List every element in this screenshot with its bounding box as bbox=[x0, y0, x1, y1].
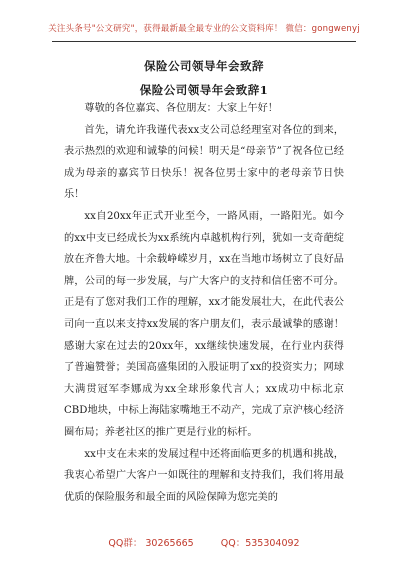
header-divider bbox=[52, 41, 356, 42]
document-body bbox=[64, 98, 344, 508]
paragraph-welcome: 首先，请允许我谨代表xx支公司总经理室对各位的到来，表示热烈的欢迎和诚挚的问候！明天是“母亲节”了祝各位已经成为母亲的嘉宾节日快乐！祝各位男士家中的老母亲节日快乐！ bbox=[64, 124, 344, 201]
paragraph-history: xx自20xx年正式开业至今，一路风雨，一路阳光。如今的xx中支已经成长为xx系统内卓越机构行列，犹如一支奇葩绽放在齐鲁大地。十余载峥嵘岁月，xx在当地市场树立了良好品牌，公司的每一步发展，与广大客户的支持和信任密不可分。正是有了您对我们工作的理解，xx才能发展壮大，在此代表公司向一直以来支持xx发展的客户朋友们，表示最诚挚的感谢！感谢大家在过去的20xx年，xx继续快速发展，在行业内获得了普遍赞誉；美国高盛集团的入股证明了xx的投资实力；网球大满贯冠军李娜成为xx全球形象代言人；xx成功中标北京CBD地块，中标上海陆家嘴地王不动产，完成了京沪核心经济圈布局；养老社区的推广更是行业的标杆。 bbox=[64, 210, 344, 438]
paragraph-greeting: 尊敬的各位嘉宾、各位朋友：大家上午好！ bbox=[84, 103, 278, 114]
footer-qq-number: QQ：535304092 bbox=[220, 538, 300, 549]
document-title: 保险公司领导年会致辞 bbox=[144, 59, 264, 73]
footer-qq-group: QQ群： 30265665 bbox=[108, 538, 194, 549]
paragraph-future: xx中支在未来的发展过程中还将面临更多的机遇和挑战，我衷心希望广大客户一如既往的理解和支持我们，我们将用最优质的保险服务和最全面的风险保障为您完美的 bbox=[64, 448, 344, 503]
footer-contact bbox=[0, 535, 408, 549]
document-subtitle: 保险公司领导年会致辞1 bbox=[139, 83, 269, 97]
header-promo-note: 关注头条号"公文研究"，获得最新最全最专业的公文资料库！ 微信：gongwenyj bbox=[48, 24, 360, 34]
